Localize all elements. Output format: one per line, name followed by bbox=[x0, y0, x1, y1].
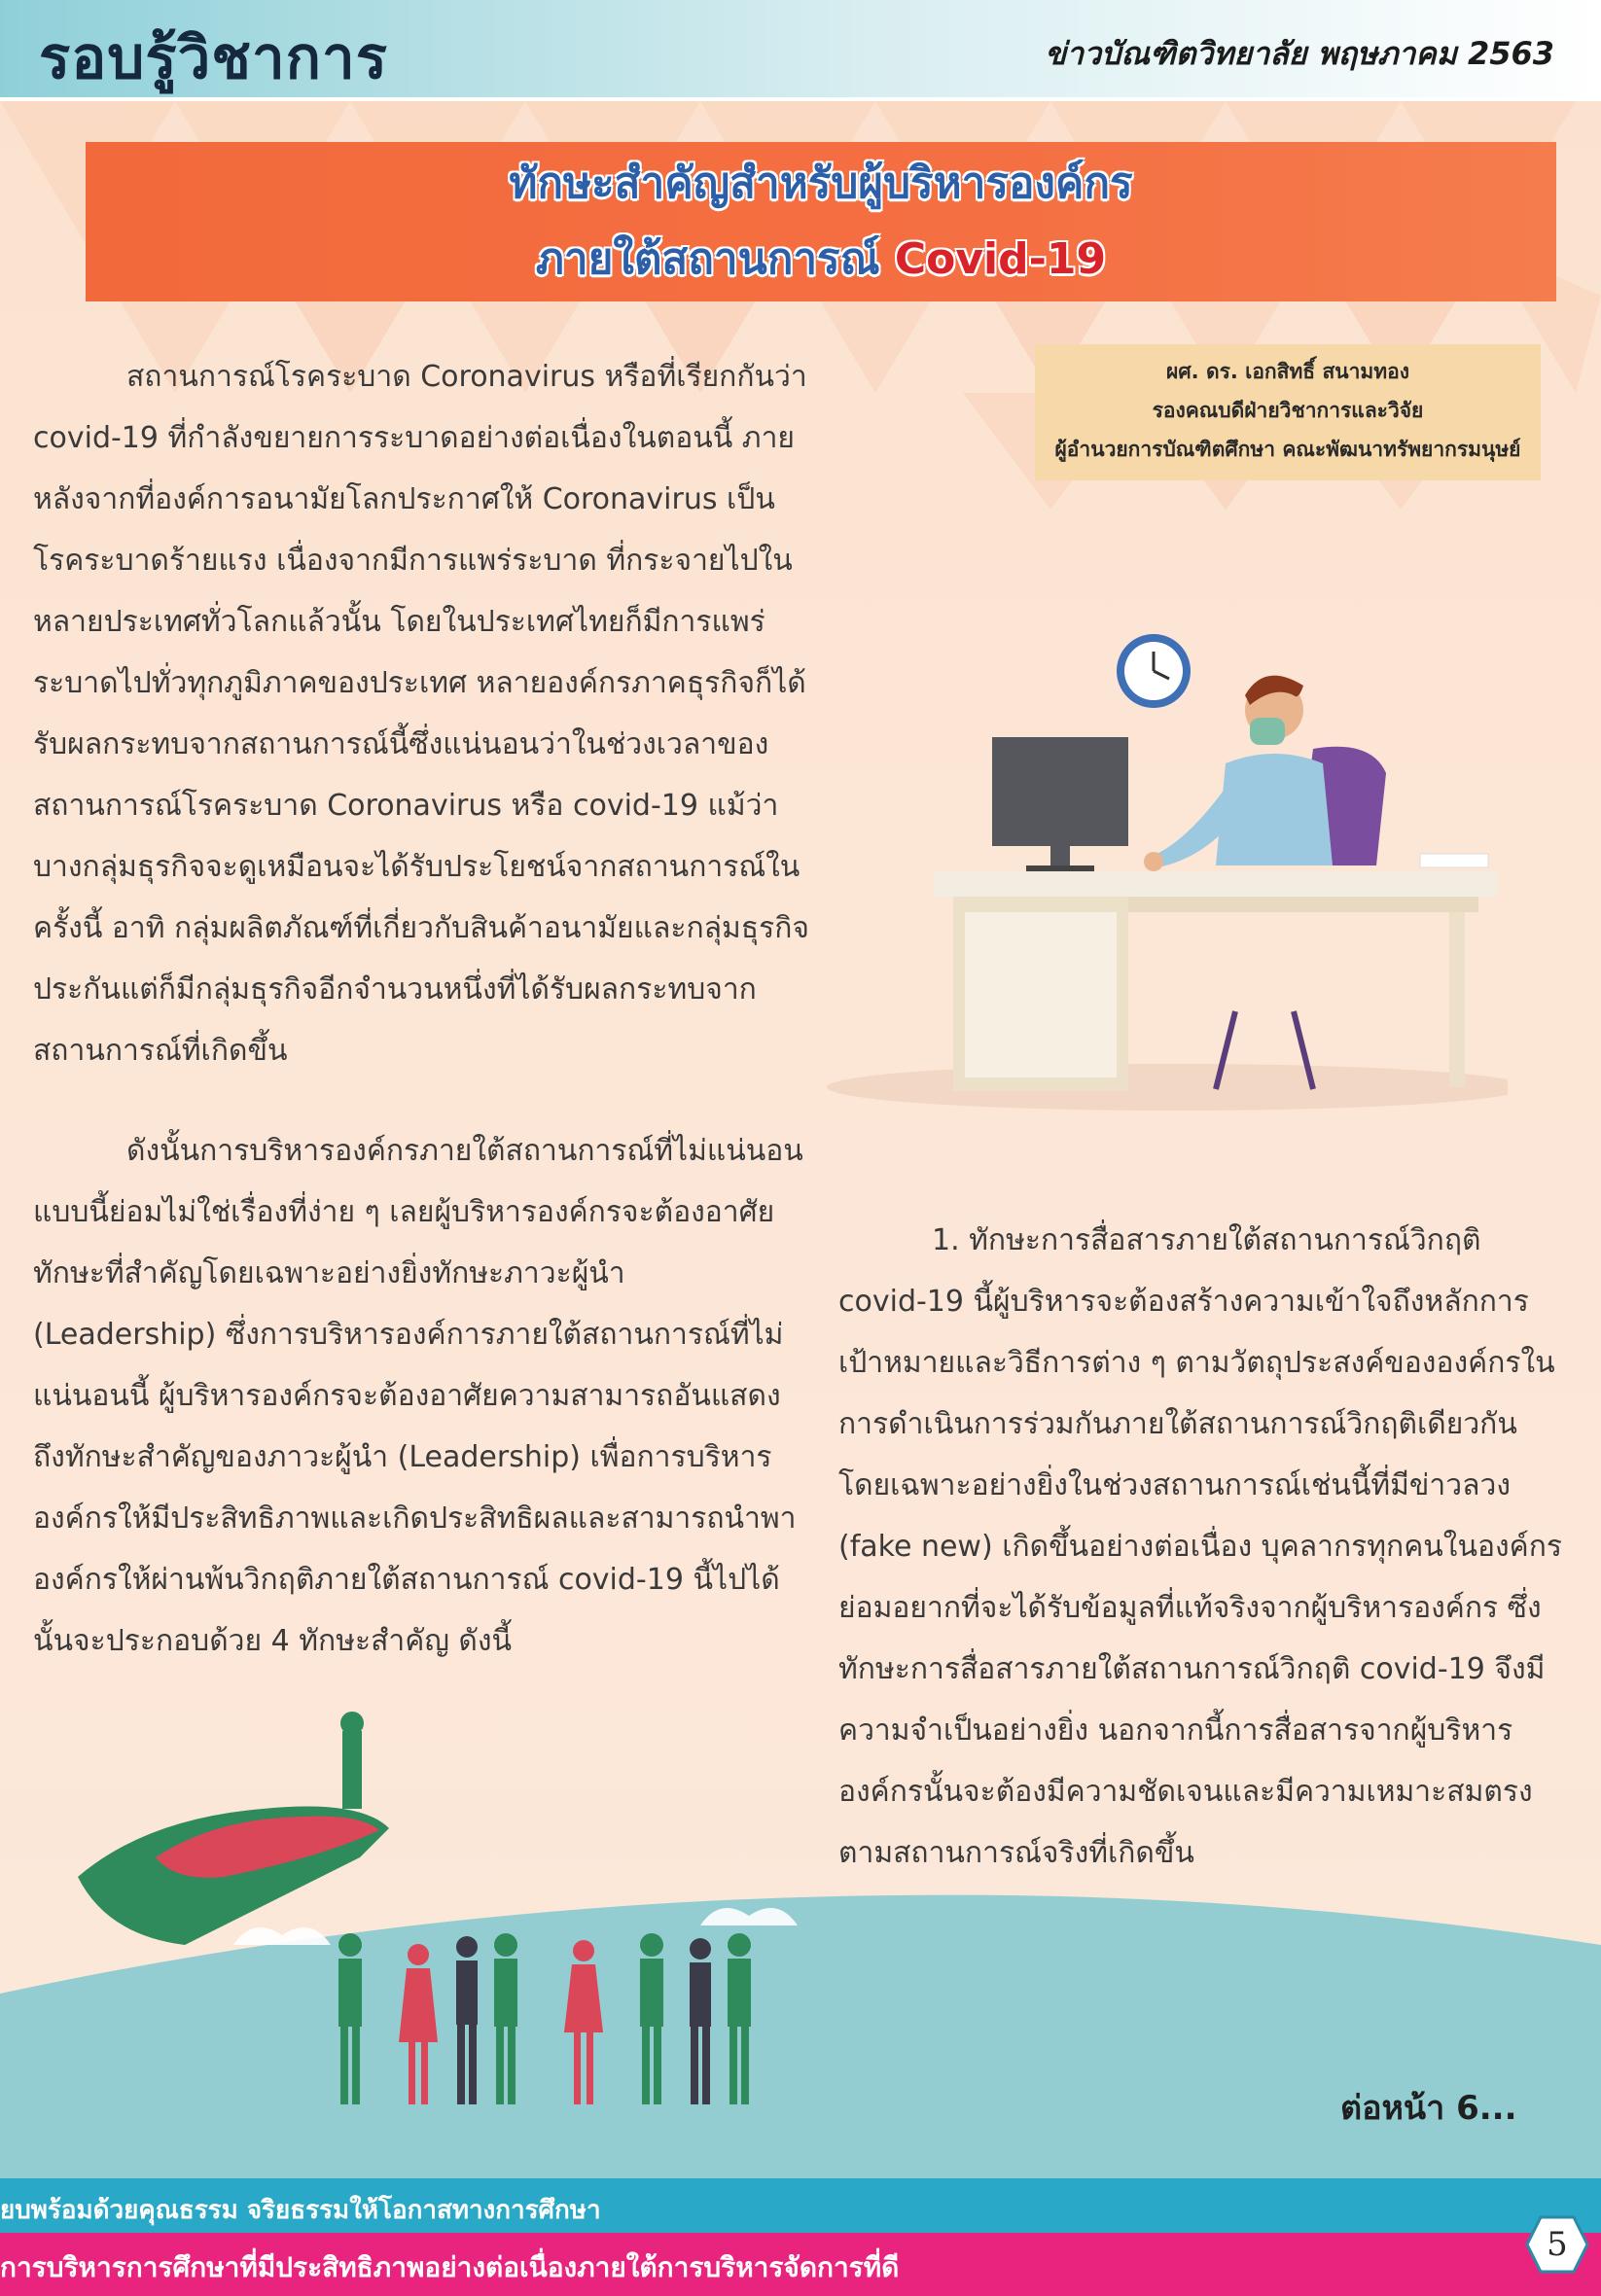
people-walking-illustration bbox=[311, 1925, 778, 2120]
paragraph-2-text: ดังนั้นการบริหารองค์กรภายใต้สถานการณ์ที่ไม่แน่นอนแบบนี้ย่อมไม่ใช่เรื่องที่ง่าย ๆ เลยผู้บริหารองค์กรจะต้องอาศัยทักษะที่สำคัญโดยเฉพาะอย่างยิ่งทักษะภาวะผู้นำ (Leadership) ซึ่งการบริหารองค์การภายใต้สถานการณ์ที่ไม่แน่นอนนี้ ผู้บริหารองค์กรจะต้องอาศัยความสามารถอันแสดงถึงทักษะสำคัญของภาวะผู้นำ (Leadership) เพื่อการบริหารองค์กรให้มีประสิทธิภาพและเกิดประสิทธิผลและสามารถนำพาองค์กรให้ผ่านพ้นวิกฤติภายใต้สถานการณ์ covid-19 นี้ไปได้นั้นจะประกอบด้วย 4 ทักษะสำคัญ ดังนี้ bbox=[33, 1134, 803, 1658]
paragraph-2 bbox=[33, 1120, 811, 1672]
continue-note: ต่อหน้า 6... bbox=[1340, 2089, 1517, 2128]
title-highlight: Covid-19 bbox=[894, 234, 1107, 284]
computer-monitor-icon bbox=[992, 737, 1128, 873]
page-number-badge bbox=[1525, 2215, 1589, 2274]
column-name: รอบรู้วิชาการ bbox=[39, 24, 388, 92]
author-position-2: ผู้อำนวยการบัณฑิตศึกษา คณะพัฒนาทรัพยากรมนุษย์ bbox=[1054, 438, 1521, 461]
page-number: 5 bbox=[1547, 2225, 1568, 2264]
footer-slogan-1: ยบพร้อมด้วยคุณธรรม จริยธรรมให้โอกาสทางการศึกษา bbox=[0, 2196, 601, 2225]
footer-slogan-2: การบริหารการศึกษาที่มีประสิทธิภาพอย่างต่อเนื่องภายใต้การบริหารจัดการที่ดี bbox=[0, 2251, 900, 2283]
author-name: ผศ. ดร. เอกสิทธิ์ สนามทอง bbox=[1166, 360, 1409, 383]
title-line-2 bbox=[536, 222, 1106, 298]
issue-label: ข่าวบัณฑิตวิทยาลัย พฤษภาคม 2563 bbox=[1045, 35, 1554, 72]
paragraph-1 bbox=[33, 346, 811, 1081]
title-line-1: ทักษะสำคัญสำหรับผู้บริหารองค์กร bbox=[509, 159, 1133, 208]
paragraph-3-text: 1. ทักษะการสื่อสารภายใต้สถานการณ์วิกฤติ covid-19 นี้ผู้บริหารจะต้องสร้างความเข้าใจถึงหลักการเป้าหมายและวิธีการต่าง ๆ ตามวัตถุประสงค์ขององค์กรในการดำเนินการร่วมกันภายใต้สถานการณ์วิกฤติเดียวกัน โดยเฉพาะอย่างยิ่งในช่วงสถานการณ์เช่นนี้ที่มีข่าวลวง (fake new) เกิดขึ้นอย่างต่อเนื่อง บุคลากรทุกคนในองค์กรย่อมอยากที่จะได้รับข้อมูลที่แท้จริงจากผู้บริหารองค์กร ซึ่งทักษะการสื่อสารภายใต้สถานการณ์วิกฤติ covid-19 จึงมีความจำเป็นอย่างยิ่ง นอกจากนี้การสื่อสารจากผู้บริหารองค์กรนั้นจะต้องมีความชัดเจนและมีความเหมาะสมตรงตามสถานการณ์จริงที่เกิดขึ้น bbox=[838, 1223, 1562, 1870]
office-worker-illustration bbox=[807, 603, 1508, 1118]
author-box bbox=[1035, 344, 1541, 480]
author-position-1: รองคณบดีฝ่ายวิชาการและวิจัย bbox=[1152, 399, 1424, 422]
title-line-2-prefix: ภายใต้สถานการณ์ bbox=[535, 234, 895, 284]
clock-icon bbox=[1117, 634, 1191, 708]
hand-illustration bbox=[68, 1702, 418, 1955]
article-title-banner bbox=[86, 142, 1556, 301]
paragraph-1-text: สถานการณ์โรคระบาด Coronavirus หรือที่เรียกกันว่า covid-19 ที่กำลังขยายการระบาดอย่างต่อเนื่องในตอนนี้ ภายหลังจากที่องค์การอนามัยโลกประกาศให้ Coronavirus เป็นโรคระบาดร้ายแรง เนื่องจากมีการแพร่ระบาด ที่กระจายไปในหลายประเทศทั่วโลกแล้วนั้น โดยในประเทศไทยก็มีการแพร่ระบาดไปทั่วทุกภูมิภาคของประเทศ หลายองค์กรภาคธุรกิจก็ได้รับผลกระทบจากสถานการณ์นี้ซึ่งแน่นอนว่าในช่วงเวลาของสถานการณ์โรคระบาด Coronavirus หรือ covid-19 แม้ว่าบางกลุ่มธุรกิจจะดูเหมือนจะได้รับประโยชน์จากสถานการณ์ในครั้งนี้ อาทิ กลุ่มผลิตภัณฑ์ที่เกี่ยวกับสินค้าอนามัยและกลุ่มธุรกิจประกันแต่ก็มีกลุ่มธุรกิจอีกจำนวนหนึ่งที่ได้รับผลกระทบจากสถานการณ์ที่เกิดขึ้น bbox=[33, 360, 809, 1068]
page-header bbox=[0, 0, 1601, 101]
paragraph-3 bbox=[838, 1210, 1568, 1884]
